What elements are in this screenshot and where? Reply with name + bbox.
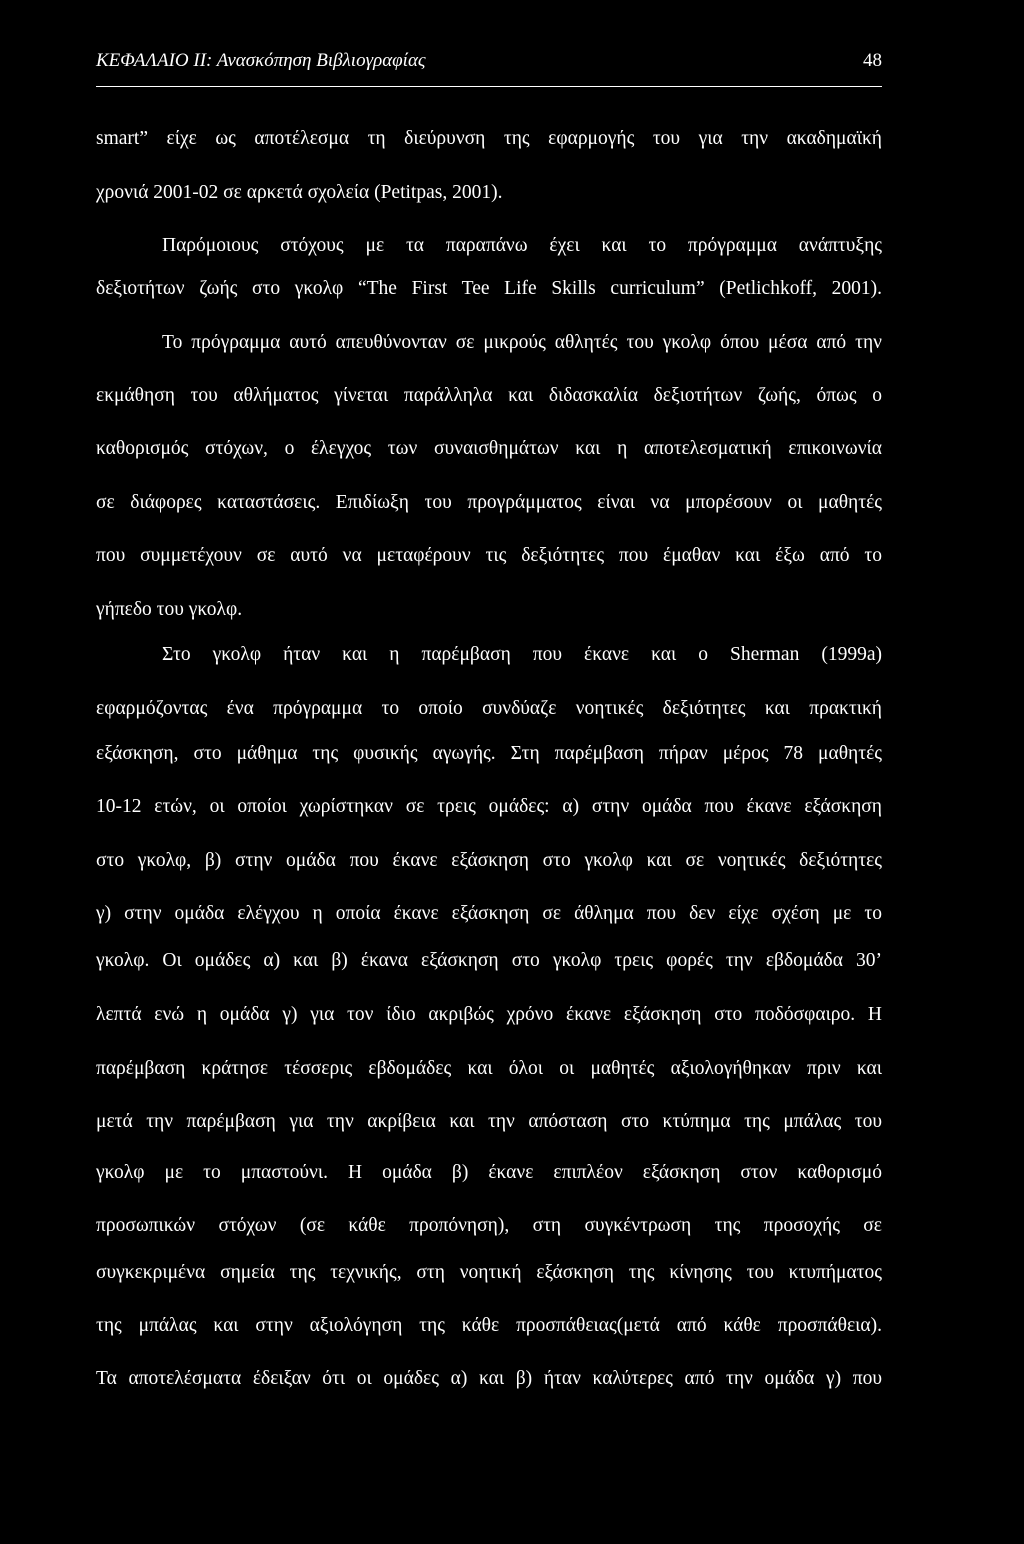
text-line: εξάσκηση, στο μάθημα της φυσικής αγωγής. Στη παρέμβαση πήραν μέρος 78 μαθητές xyxy=(96,743,882,764)
text-line: λεπτά ενώ η ομάδα γ) για τον ίδιο ακριβώς χρόνο έκανε εξάσκηση στο ποδόσφαιρο. Η xyxy=(96,1004,882,1025)
text-line: γκολφ. Οι ομάδες α) και β) έκανα εξάσκηση στο γκολφ τρεις φορές την εβδομάδα 30’ xyxy=(96,950,882,971)
text-line: συγκεκριμένα σημεία της τεχνικής, στη νοητική εξάσκηση της κίνησης του κτυπήματος xyxy=(96,1262,882,1283)
text-line: της μπάλας και στην αξιολόγηση της κάθε προσπάθειας(μετά από κάθε προσπάθεια). xyxy=(96,1315,882,1336)
text-line: Το πρόγραμμα αυτό απευθύνονταν σε μικρούς αθλητές του γκολφ όπου μέσα από την xyxy=(162,332,882,353)
text-line: γκολφ με το μπαστούνι. Η ομάδα β) έκανε επιπλέον εξάσκηση στον καθορισμό xyxy=(96,1162,882,1183)
text-line: εφαρμόζοντας ένα πρόγραμμα το οποίο συνδύαζε νοητικές δεξιότητες και πρακτική xyxy=(96,698,882,719)
text-line: σε διάφορες καταστάσεις. Επιδίωξη του προγράμματος είναι να μπορέσουν οι μαθητές xyxy=(96,492,882,513)
text-line: καθορισμός στόχων, ο έλεγχος των συναισθημάτων και η αποτελεσματική επικοινωνία xyxy=(96,438,882,459)
page-number: 48 xyxy=(863,50,882,71)
chapter-title: ΚΕΦΑΛΑΙΟ ΙΙ: Ανασκόπηση Βιβλιογραφίας xyxy=(96,50,426,71)
text-line: Παρόμοιους στόχους με τα παραπάνω έχει και το πρόγραμμα ανάπτυξης xyxy=(162,235,882,256)
text-line: εκμάθηση του αθλήματος γίνεται παράλληλα και διδασκαλία δεξιοτήτων ζωής, όπως ο xyxy=(96,385,882,406)
page-header xyxy=(96,46,882,87)
text-line: που συμμετέχουν σε αυτό να μεταφέρουν τις δεξιότητες που έμαθαν και έξω από το xyxy=(96,545,882,566)
text-line: χρονιά 2001-02 σε αρκετά σχολεία (Petitpas, 2001). xyxy=(96,182,503,203)
text-line: μετά την παρέμβαση για την ακρίβεια και την απόσταση στο κτύπημα της μπάλας του xyxy=(96,1111,882,1132)
text-line: στο γκολφ, β) στην ομάδα που έκανε εξάσκηση στο γκολφ και σε νοητικές δεξιότητες xyxy=(96,850,882,871)
text-line: smart” είχε ως αποτέλεσμα τη διεύρυνση της εφαρμογής του για την ακαδημαϊκή xyxy=(96,128,882,149)
text-line: Στο γκολφ ήταν και η παρέμβαση που έκανε και ο Sherman (1999a) xyxy=(162,644,882,665)
text-line: προσωπικών στόχων (σε κάθε προπόνηση), στη συγκέντρωση της προσοχής σε xyxy=(96,1215,882,1236)
text-line: δεξιοτήτων ζωής στο γκολφ “The First Tee Life Skills curriculum” (Petlichkoff, 2001). xyxy=(96,278,882,299)
text-line: παρέμβαση κράτησε τέσσερις εβδομάδες και όλοι οι μαθητές αξιολογήθηκαν πριν και xyxy=(96,1058,882,1079)
text-line: Τα αποτελέσματα έδειξαν ότι οι ομάδες α) και β) ήταν καλύτερες από την ομάδα γ) που xyxy=(96,1368,882,1389)
text-line: γήπεδο του γκολφ. xyxy=(96,599,243,620)
text-line: γ) στην ομάδα ελέγχου η οποία έκανε εξάσκηση σε άθλημα που δεν είχε σχέση με το xyxy=(96,903,882,924)
text-line: 10-12 ετών, οι οποίοι χωρίστηκαν σε τρεις ομάδες: α) στην ομάδα που έκανε εξάσκηση xyxy=(96,796,882,817)
